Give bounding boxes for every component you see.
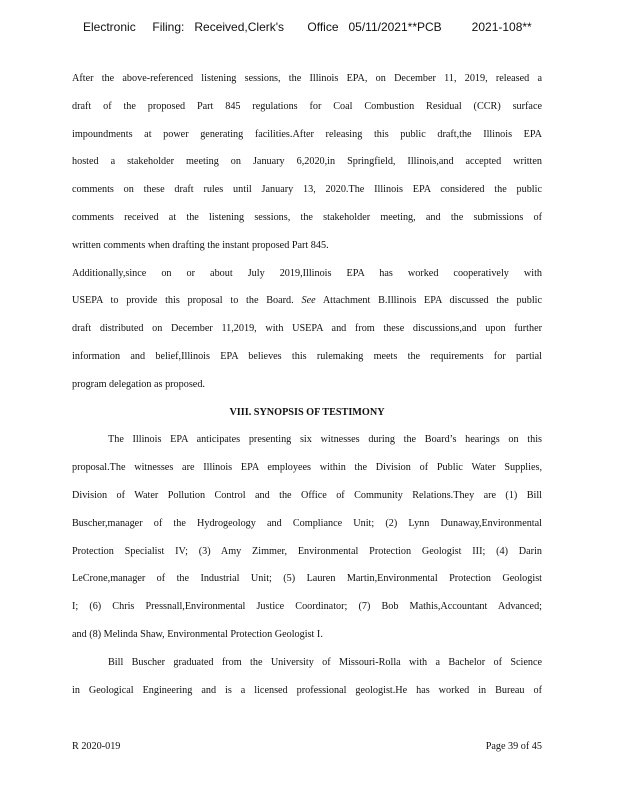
paragraph-line: LeCrone,manager of the Industrial Unit; (5) Lauren Martin,Environmental Protection Geologist	[72, 573, 542, 585]
electronic-filing-header: Electronic Filing: Received,Clerk's Office 05/11/2021**PCB 2021-108**	[83, 20, 532, 34]
paragraph-line-with-citation	[72, 292, 542, 320]
paragraph-line: The Illinois EPA anticipates presenting six witnesses during the Board’s hearings on this	[108, 434, 542, 446]
paragraph-line: draft of the proposed Part 845 regulations for Coal Combustion Residual (CCR) surface	[72, 100, 542, 112]
page-footer	[72, 741, 542, 752]
paragraph-line: I; (6) Chris Pressnall,Environmental Justice Coordinator; (7) Bob Mathis,Accountant Advanced;	[72, 601, 542, 613]
attachment-reference: Attachment B.Illinois EPA discussed the public	[322, 295, 542, 307]
paragraph-line: program delegation as proposed.	[72, 378, 205, 390]
paragraph-line: comments received at the listening sessions, the stakeholder meeting, and the submissions of	[72, 211, 542, 223]
paragraph-line: Additionally,since on or about July 2019,Illinois EPA has worked cooperatively with	[72, 267, 542, 279]
paragraph-line: information and belief,Illinois EPA believes this rulemaking meets the requirements for partial	[72, 350, 542, 362]
docket-number: R 2020-019	[72, 741, 121, 752]
paragraph-line: Protection Specialist IV; (3) Amy Zimmer, Environmental Protection Geologist III; (4) Darin	[72, 545, 542, 557]
page-number: Page 39 of 45	[485, 741, 542, 752]
see-signal: See	[301, 295, 316, 307]
paragraph-line: proposal.The witnesses are Illinois EPA employees within the Division of Public Water Supplies,	[72, 462, 542, 474]
paragraph-line: comments on these draft rules until January 13, 2020.The Illinois EPA considered the public	[72, 184, 542, 196]
paragraph-line: Division of Water Pollution Control and the Office of Community Relations.They are (1) Bill	[72, 489, 542, 501]
paragraph-line: in Geological Engineering and is a licensed professional geologist.He has worked in Bureau of	[72, 684, 542, 696]
paragraph-line: and (8) Melinda Shaw, Environmental Protection Geologist I.	[72, 628, 323, 640]
paragraph-line: Buscher,manager of the Hydrogeology and Compliance Unit; (2) Lynn Dunaway,Environmental	[72, 517, 542, 529]
line-text: USEPA to provide this proposal to the Board.	[72, 295, 294, 307]
paragraph-line: hosted a stakeholder meeting on January 6,2020,in Springfield, Illinois,and accepted written	[72, 156, 542, 168]
section-heading: VIII. SYNOPSIS OF TESTIMONY	[229, 406, 385, 418]
paragraph-line: Bill Buscher graduated from the University of Missouri-Rolla with a Bachelor of Science	[108, 656, 542, 668]
paragraph-line: impoundments at power generating facilities.After releasing this public draft,the Illinois EPA	[72, 128, 542, 140]
paragraph-line: After the above-referenced listening sessions, the Illinois EPA, on December 11, 2019, released a	[72, 73, 542, 84]
document-body	[72, 70, 542, 709]
paragraph-line: written comments when drafting the instant proposed Part 845.	[72, 239, 329, 251]
paragraph-line: draft distributed on December 11,2019, with USEPA and from these discussions,and upon further	[72, 323, 542, 335]
